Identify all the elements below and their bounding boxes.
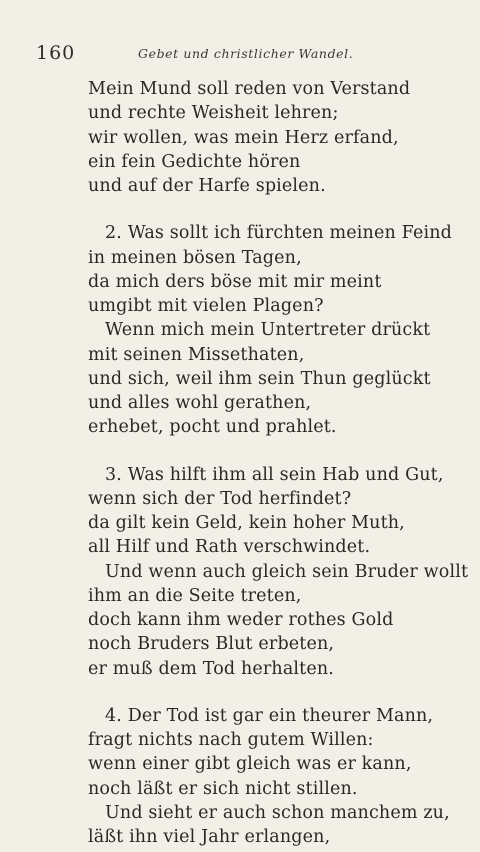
- stanza-4-line-4: noch läßt er sich nicht stillen.: [88, 778, 358, 799]
- stanza-3-line-9: er muß dem Tod herhalten.: [88, 658, 334, 679]
- stanza-3-line-5: Und wenn auch gleich sein Bruder wollt: [105, 561, 469, 582]
- stanza-1-line-4: ein fein Gedichte hören: [88, 151, 301, 172]
- stanza-1-line-5: und auf der Harfe spielen.: [88, 176, 326, 196]
- stanza-3-line-4: all Hilf und Rath verschwindet.: [88, 537, 371, 558]
- page-header: [36, 42, 456, 66]
- stanza-2-line-9: erhebet, pocht und prahlet.: [88, 417, 337, 438]
- stanza-1-line-1: Mein Mund soll reden von Verstand: [88, 79, 411, 99]
- stanza-4-line-2: fragt nichts nach gutem Willen:: [88, 730, 374, 750]
- stanza-3-line-6: ihm an die Seite treten,: [88, 585, 302, 606]
- stanza-4-line-5: Und sieht er auch schon manchem zu,: [105, 802, 450, 823]
- stanza-2-line-3: da mich ders böse mit mir meint: [88, 271, 382, 292]
- stanza-2-line-8: und alles wohl gerathen,: [88, 393, 312, 413]
- page-number: 160: [36, 42, 76, 64]
- stanza-2-line-7: und sich, weil ihm sein Thun geglückt: [88, 368, 431, 389]
- stanza-2-line-5: Wenn mich mein Untertreter drückt: [105, 320, 431, 341]
- stanza-2-line-6: mit seinen Missethaten,: [88, 344, 305, 365]
- stanza-4-line-3: wenn einer gibt gleich was er kann,: [88, 754, 412, 775]
- stanza-2-line-1: 2. Was sollt ich fürchten meinen Feind: [105, 223, 452, 244]
- stanza-3-line-8: noch Bruders Blut erbeten,: [88, 634, 335, 655]
- stanza-3-line-2: wenn sich der Tod herfindet?: [88, 488, 352, 509]
- stanza-2-line-4: umgibt mit vielen Plagen?: [88, 296, 324, 316]
- stanza-3-line-7: doch kann ihm weder rothes Gold: [88, 610, 394, 630]
- stanza-3-line-1: 3. Was hilft ihm all sein Hab und Gut,: [105, 464, 444, 485]
- running-head: Gebet und christlicher Wandel.: [138, 46, 354, 61]
- stanza-2-line-2: in meinen bösen Tagen,: [88, 247, 302, 268]
- stanza-1-line-2: und rechte Weisheit lehren;: [88, 103, 339, 124]
- stanza-4-line-6: läßt ihn viel Jahr erlangen,: [88, 827, 331, 847]
- stanza-3-line-3: da gilt kein Geld, kein hoher Muth,: [88, 513, 405, 533]
- stanza-4-line-1: 4. Der Tod ist gar ein theurer Mann,: [105, 705, 434, 726]
- stanza-1-line-3: wir wollen, was mein Herz erfand,: [88, 127, 399, 148]
